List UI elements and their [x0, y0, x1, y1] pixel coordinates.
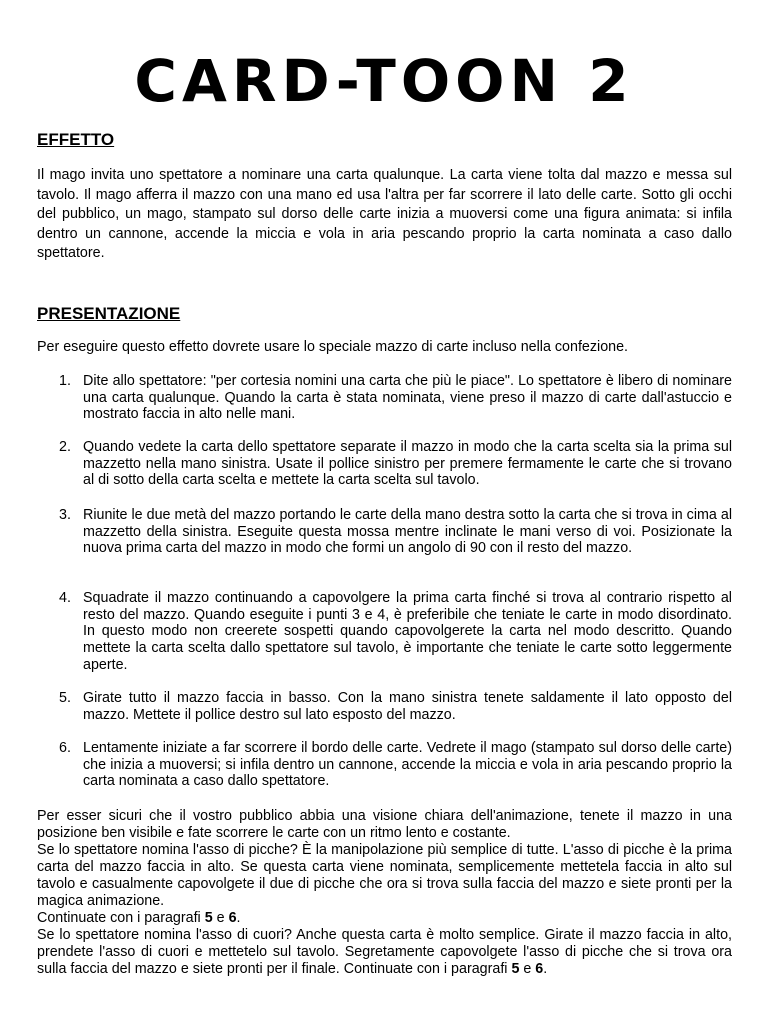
step-text: Quando vedete la carta dello spettatore separate il mazzo in modo che la carta scelta sia la prima sul mazzetto nella mano sinistra. Usate il pollice sinistro per premere fermamente le carte che si trovano al di sotto della carta scelta e mettete la carta scelta sul tavolo. [83, 439, 732, 489]
step-number: 5. [59, 690, 71, 706]
step-item [37, 507, 732, 557]
step-number: 1. [59, 373, 71, 389]
step-number: 6. [59, 740, 71, 756]
paragraph-ref: 6 [228, 910, 237, 926]
step-item [37, 740, 732, 790]
step-item [37, 373, 732, 423]
step-text: Squadrate il mazzo continuando a capovolgere la prima carta finché si trova al contrario rispetto al resto del mazzo. Quando eseguite i punti 3 e 4, è preferibile che teniate le carte in modo disordinato. In questo modo non creerete sospetti quando capovolgerete la carta nel modo descritto. Quando mettete la carta scelta dallo spettatore sul tavolo, è importante che teniate le carte sotto leggermente aperte. [83, 590, 732, 673]
step-text: Dite allo spettatore: "per cortesia nomini una carta che più le piace". Lo spettatore è libero di nominare una carta qualunque. Quando la carta è stata nominata, viene preso il mazzo di carte dall'astuccio e mostrato faccia in alto nelle mani. [83, 373, 732, 423]
closing-text: Continuate con i paragrafi [37, 910, 205, 926]
step-item [37, 439, 732, 489]
paragraph-ref: 6 [535, 961, 544, 977]
closing-paragraph: Per esser sicuri che il vostro pubblico abbia una visione chiara dell'animazione, tenete il mazzo in una posizione ben visibile e fate scorrere le carte con un ritmo lento e costante. [37, 808, 732, 841]
closing-paragraph [37, 927, 732, 978]
paragraph-ref: 5 [204, 910, 213, 926]
page-title: CARD-TOON 2 [134, 47, 634, 115]
closing-text: e [519, 961, 536, 977]
step-number: 2. [59, 439, 71, 455]
section-heading-effetto: EFFETTO [37, 130, 115, 149]
closing-paragraph: Se lo spettatore nomina l'asso di picche? È la manipolazione più semplice di tutte. L'asso di picche è la prima carta del mazzo faccia in alto. Se questa carta viene nominata, semplicemente mettetela faccia in alto sul tavolo e casualmente capovolgete il due di picche che ora si trova sulla faccia del mazzo e siete pronti per la magica animazione. [37, 842, 732, 909]
effetto-paragraph: Il mago invita uno spettatore a nominare una carta qualunque. La carta viene tolta dal mazzo e messa sul tavolo. Il mago afferra il mazzo con una mano ed usa l'altra per far scorrere il lato delle carte. Sotto gli occhi del pubblico, un mago, stampato sul dorso delle carte inizia a muoversi come una figura animata: si infila dentro un cannone, accende la miccia e vola in aria pescando proprio la carta nominata a caso dallo spettatore. [37, 167, 732, 262]
closing-notes [37, 808, 732, 978]
paragraph-ref: 5 [511, 961, 520, 977]
closing-text: e [212, 910, 229, 926]
step-text: Lentamente iniziate a far scorrere il bordo delle carte. Vedrete il mago (stampato sul dorso delle carte) che inizia a muoversi; si infila dentro un cannone, accende la miccia e vola in aria pescando proprio la carta nominata a caso dallo spettatore. [83, 740, 732, 790]
step-number: 4. [59, 590, 71, 606]
closing-paragraph [37, 910, 732, 927]
step-item [37, 690, 732, 723]
closing-text: . [543, 961, 548, 977]
closing-text: Se lo spettatore nomina l'asso di cuori? Anche questa carta è molto semplice. Girate il mazzo faccia in alto, prendete l'asso di cuori e mettetelo sul tavolo. Segretamente capovolgete l'asso di picche che si trova ora sulla faccia del mazzo e siete pronti per il finale. Continuate con i paragrafi [37, 927, 732, 977]
presentazione-intro: Per eseguire questo effetto dovrete usare lo speciale mazzo di carte incluso nella confezione. [37, 339, 629, 355]
step-item [37, 590, 732, 674]
step-number: 3. [59, 507, 71, 523]
section-heading-presentazione: PRESENTAZIONE [37, 304, 181, 323]
step-text: Riunite le due metà del mazzo portando le carte della mano destra sotto la carta che si trova in cima al mazzetto della sinistra. Eseguite questa mossa mentre inclinate le mani verso di voi. Posizionate la nuova prima carta del mazzo in modo che formi un angolo di 90 con il resto del mazzo. [83, 507, 732, 557]
step-text: Girate tutto il mazzo faccia in basso. Con la mano sinistra tenete saldamente il lato opposto del mazzo. Mettete il pollice destro sul lato esposto del mazzo. [83, 690, 732, 723]
closing-text: . [236, 910, 241, 926]
